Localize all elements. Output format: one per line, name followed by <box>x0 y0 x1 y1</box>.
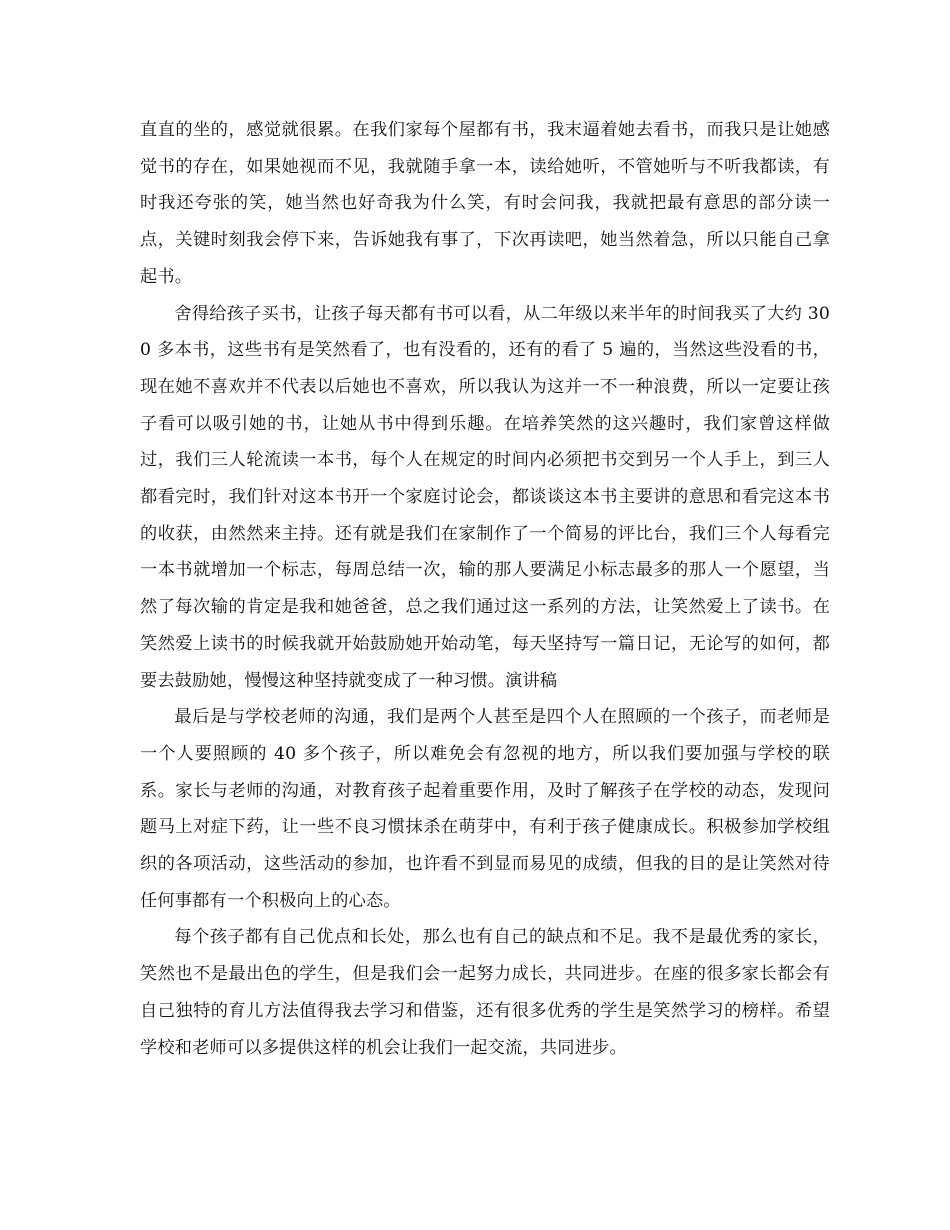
paragraph-2: 舍得给孩子买书，让孩子每天都有书可以看，从二年级以来半年的时间我买了大约 300 多本书，这些书有是笑然看了，也有没看的，还有的看了 5 遍的，当然这些没看的书，现在她不喜欢并不代表以后她也不喜欢，所以我认为这并一不一种浪费，所以一定要让孩子看可以吸引她的书，让她从书中得到乐趣。在培养笑然的这兴趣时，我们家曾这样做过，我们三人轮流读一本书，每个人在规定的时间内必须把书交到另一个人手上，到三人都看完时，我们针对这本书开一个家庭讨论会，都谈谈这本书主要讲的意思和看完这本书的收获，由然然来主持。还有就是我们在家制作了一个简易的评比台，我们三个人每看完一本书就增加一个标志，每周总结一次，输的那人要满足小标志最多的那人一个愿望，当然了每次输的肯定是我和她爸爸，总之我们通过这一系列的方法，让笑然爱上了读书。在笑然爱上读书的时候我就开始鼓励她开始动笔，每天坚持写一篇日记，无论写的如何，都要去鼓励她，慢慢这种坚持就变成了一种习惯。演讲稿 <box>140 303 830 691</box>
paragraph-1: 直直的坐的，感觉就很累。在我们家每个屋都有书，我末逼着她去看书，而我只是让她感觉书的存在，如果她视而不见，我就随手拿一本，读给她听，不管她听与不听我都读，有时我还夸张的笑，她当然也好奇我为什么笑，有时会问我，我就把最有意思的部分读一点，关键时刻我会停下来，告诉她我有事了，下次再读吧，她当然着急，所以只能自己拿起书。 <box>140 120 830 287</box>
paragraph-3: 最后是与学校老师的沟通，我们是两个人甚至是四个人在照顾的一个孩子，而老师是一个人要照顾的 40 多个孩子，所以难免会有忽视的地方，所以我们要加强与学校的联系。家长与老师的沟通，对教育孩子起着重要作用，及时了解孩子在学校的动态，发现问题马上对症下药，让一些不良习惯抹杀在萌芽中，有利于孩子健康成长。积极参加学校组织的各项活动，这些活动的参加，也许看不到显而易见的成绩，但我的目的是让笑然对待任何事都有一个积极向上的心态。 <box>140 707 830 911</box>
paragraph-4: 每个孩子都有自己优点和长处，那么也有自己的缺点和不足。我不是最优秀的家长，笑然也不是最出色的学生，但是我们会一起努力成长，共同进步。在座的很多家长都会有自己独特的育儿方法值得我去学习和借鉴，还有很多优秀的学生是笑然学习的榜样。希望学校和老师可以多提供这样的机会让我们一起交流，共同进步。 <box>140 927 830 1058</box>
document-page <box>140 112 830 1066</box>
